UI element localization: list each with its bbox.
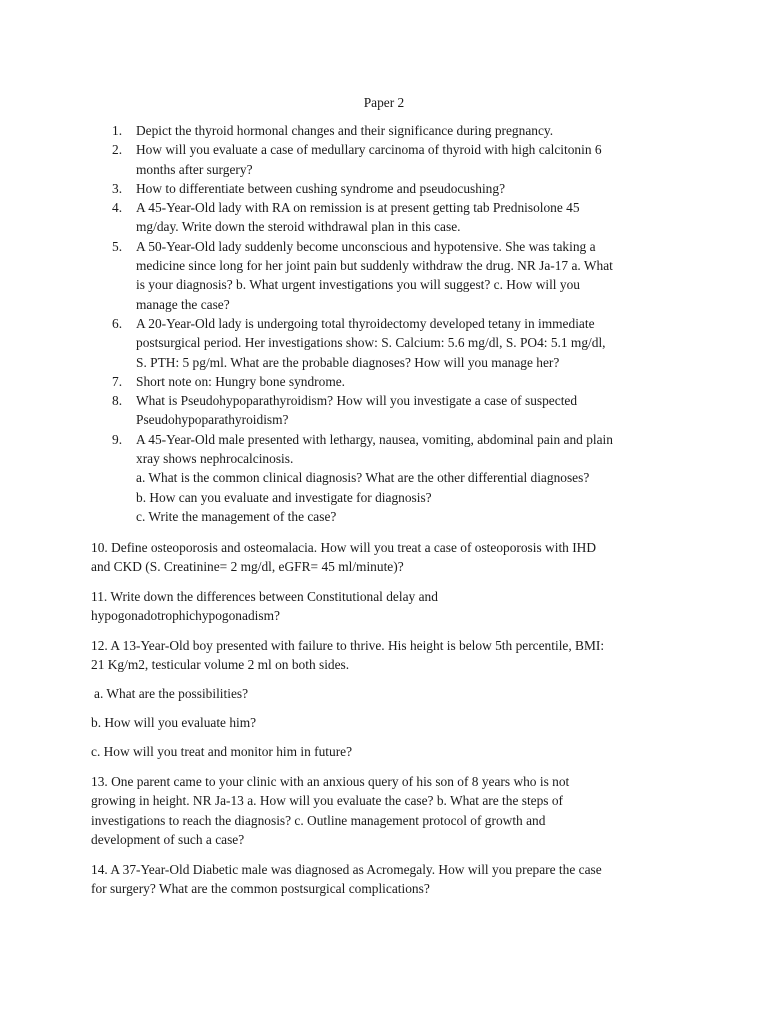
item-number: 7. xyxy=(112,373,123,389)
item-line: A 20-Year-Old lady is undergoing total thyroidectomy developed tetany in immediate xyxy=(136,315,595,331)
item-line: Short note on: Hungry bone syndrome. xyxy=(136,373,346,389)
item-line: A 45-Year-Old male presented with lethargy, nausea, vomiting, abdominal pain and plain xyxy=(136,431,613,447)
list-item xyxy=(0,391,676,430)
list-item xyxy=(0,140,676,179)
question-13 xyxy=(91,772,681,849)
item-line: mg/day. Write down the steroid withdrawal plan in this case. xyxy=(136,219,461,235)
question-11 xyxy=(91,587,681,626)
question-12-part-a xyxy=(94,684,684,703)
item-line: medicine since long for her joint pain but suddenly withdraw the drug. NR Ja-17 a. What xyxy=(136,258,613,274)
item-line: c. Write the management of the case? xyxy=(136,508,337,524)
item-line: postsurgical period. Her investigations show: S. Calcium: 5.6 mg/dl, S. PO4: 5.1 mg/dl, xyxy=(136,335,606,351)
list-item xyxy=(0,372,676,391)
paragraph-line: growing in height. NR Ja-13 a. How will you evaluate the case? b. What are the steps of xyxy=(91,793,564,809)
paragraph-line: 21 Kg/m2, testicular volume 2 ml on both sides. xyxy=(91,657,350,673)
item-number: 9. xyxy=(112,431,123,447)
paragraph-line: for surgery? What are the common postsurgical complications? xyxy=(91,881,430,897)
item-line: b. How can you evaluate and investigate for diagnosis? xyxy=(136,489,432,505)
item-line: a. What is the common clinical diagnosis? What are the other differential diagnoses? xyxy=(136,470,590,486)
paragraph-line: investigations to reach the diagnosis? c. Outline management protocol of growth and xyxy=(91,812,546,828)
item-number: 3. xyxy=(112,180,123,196)
list-item xyxy=(0,198,676,237)
item-line: Depict the thyroid hormonal changes and their significance during pregnancy. xyxy=(136,123,554,138)
page-title-text: Paper 2 xyxy=(363,95,405,110)
item-line: xray shows nephrocalcinosis. xyxy=(136,451,294,467)
item-line: is your diagnosis? b. What urgent investigations you will suggest? c. How will you xyxy=(136,277,580,293)
item-line: How to differentiate between cushing syndrome and pseudocushing? xyxy=(136,180,506,196)
paragraph-line: 13. One parent came to your clinic with an anxious query of his son of 8 years who is not xyxy=(91,774,570,789)
item-line: A 45-Year-Old lady with RA on remission is at present getting tab Prednisolone 45 xyxy=(136,200,580,216)
paragraph-line: development of such a case? xyxy=(91,831,245,847)
question-14 xyxy=(91,860,681,899)
list-item xyxy=(0,314,676,372)
item-number: 2. xyxy=(112,142,123,158)
question-10 xyxy=(91,538,681,577)
item-number: 4. xyxy=(112,200,123,216)
item-number: 1. xyxy=(112,123,123,138)
paragraph-line: b. How will you evaluate him? xyxy=(91,715,257,730)
item-line: How will you evaluate a case of medullary carcinoma of thyroid with high calcitonin 6 xyxy=(136,142,602,158)
question-12 xyxy=(91,636,681,675)
list-item xyxy=(0,121,676,140)
paragraph-line: 11. Write down the differences between Constitutional delay and xyxy=(91,589,438,604)
paragraph-line: 14. A 37-Year-Old Diabetic male was diagnosed as Acromegaly. How will you prepare the case xyxy=(91,862,602,877)
paragraph-line: c. How will you treat and monitor him in future? xyxy=(91,744,353,759)
item-number: 8. xyxy=(112,393,123,409)
paragraph-line: 10. Define osteoporosis and osteomalacia. How will you treat a case of osteoporosis with IHD xyxy=(91,540,597,555)
list-item xyxy=(0,430,676,526)
question-12-part-c xyxy=(91,742,681,761)
item-line: Pseudohypoparathyroidism? xyxy=(136,412,289,428)
item-line: S. PTH: 5 pg/ml. What are the probable diagnoses? How will you manage her? xyxy=(136,354,560,370)
list-item xyxy=(0,179,676,198)
paragraph-line: hypogonadotrophichypogonadism? xyxy=(91,608,280,624)
item-line: What is Pseudohypoparathyroidism? How will you investigate a case of suspected xyxy=(136,393,578,409)
page-title xyxy=(0,93,768,112)
paragraph-line: and CKD (S. Creatinine= 2 mg/dl, eGFR= 45 ml/minute)? xyxy=(91,559,404,575)
numbered-question-list xyxy=(0,121,700,526)
item-line: manage the case? xyxy=(136,296,230,312)
paragraph-line: 12. A 13-Year-Old boy presented with failure to thrive. His height is below 5th percentile, BMI: xyxy=(91,638,605,653)
paragraph-line: a. What are the possibilities? xyxy=(94,686,249,701)
question-12-part-b xyxy=(91,713,681,732)
list-item xyxy=(0,237,676,314)
item-line: A 50-Year-Old lady suddenly become unconscious and hypotensive. She was taking a xyxy=(136,238,596,254)
item-line: months after surgery? xyxy=(136,161,253,177)
item-number: 6. xyxy=(112,315,123,331)
item-number: 5. xyxy=(112,238,123,254)
